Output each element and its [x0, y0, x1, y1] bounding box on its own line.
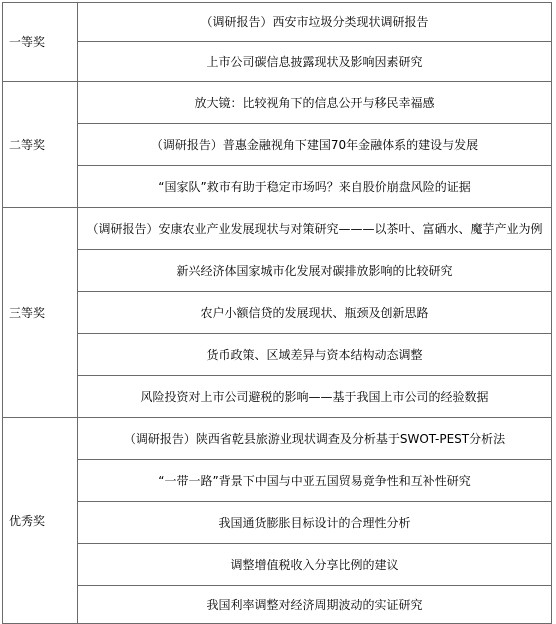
paper-title-cell: “国家队”救市有助于稳定市场吗？来自股价崩盘风险的证据	[78, 166, 552, 208]
table-row	[3, 208, 552, 250]
table-row	[3, 334, 552, 376]
table-row	[3, 42, 552, 82]
table-row	[3, 166, 552, 208]
award-table-body	[3, 3, 552, 624]
table-row	[3, 544, 552, 586]
paper-title-cell: 货币政策、区域差异与资本结构动态调整	[78, 334, 552, 376]
paper-title-cell: （调研报告）陕西省乾县旅游业现状调查及分析基于SWOT-PEST分析法	[78, 418, 552, 460]
paper-title-cell: （调研报告）普惠金融视角下建国70年金融体系的建设与发展	[78, 124, 552, 166]
paper-title-cell: 新兴经济体国家城市化发展对碳排放影响的比较研究	[78, 250, 552, 292]
award-level-cell: 一等奖	[3, 3, 78, 82]
table-row	[3, 586, 552, 624]
paper-title-cell: “一带一路”背景下中国与中亚五国贸易竟争性和互补性研究	[78, 460, 552, 502]
paper-title-cell: （调研报告）安康农业产业发展现状与对策研究———以茶叶、富硒水、魔芋产业为例	[78, 208, 552, 250]
table-row	[3, 376, 552, 418]
table-row	[3, 418, 552, 460]
table-row	[3, 250, 552, 292]
table-row	[3, 502, 552, 544]
table-row	[3, 124, 552, 166]
award-level-cell: 三等奖	[3, 208, 78, 418]
paper-title-cell: 风险投资对上市公司避税的影响——基于我国上市公司的经验数据	[78, 376, 552, 418]
paper-title-cell: 我国通货膨胀目标设计的合理性分析	[78, 502, 552, 544]
paper-title-cell: （调研报告）西安市垃圾分类现状调研报告	[78, 3, 552, 42]
table-row	[3, 292, 552, 334]
award-level-cell: 优秀奖	[3, 418, 78, 624]
table-row	[3, 82, 552, 124]
paper-title-cell: 上市公司碳信息披露现状及影响因素研究	[78, 42, 552, 82]
table-row	[3, 3, 552, 42]
award-level-cell: 二等奖	[3, 82, 78, 208]
paper-title-cell: 我国利率调整对经济周期波动的实证研究	[78, 586, 552, 624]
paper-title-cell: 放大镜：比较视角下的信息公开与移民幸福感	[78, 82, 552, 124]
award-table	[2, 2, 552, 624]
table-row	[3, 460, 552, 502]
paper-title-cell: 农户小额信贷的发展现状、瓶颈及创新思路	[78, 292, 552, 334]
paper-title-cell: 调整增值税收入分享比例的建议	[78, 544, 552, 586]
